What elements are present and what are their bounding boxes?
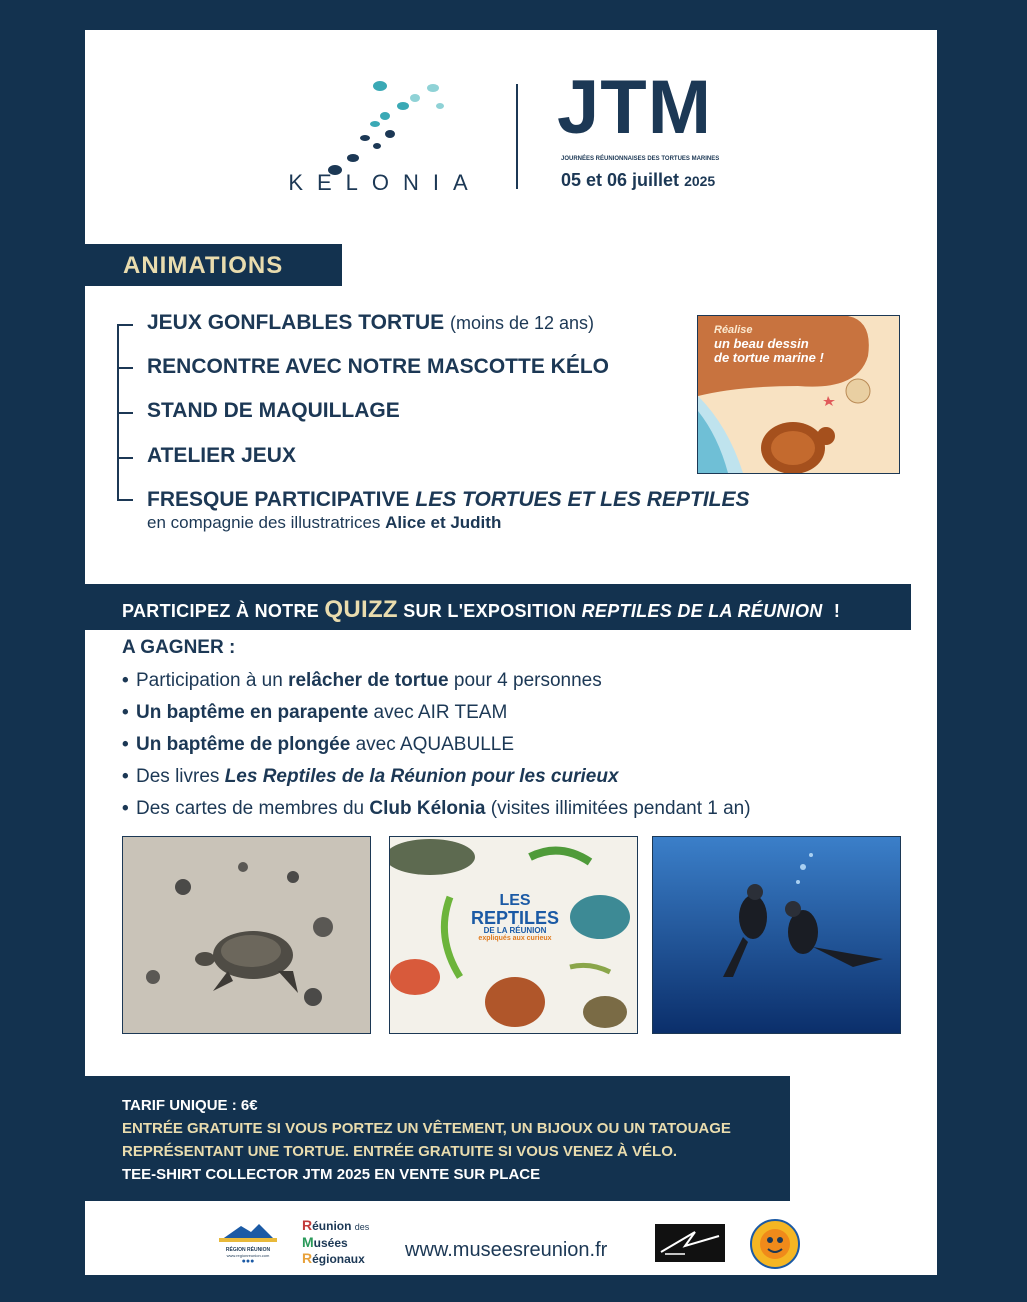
musees-regionaux-logo [302, 1218, 369, 1267]
prize-bold: Un baptême en parapente [136, 702, 369, 723]
prize-item [122, 798, 751, 820]
mr-line1-cap: R [302, 1217, 313, 1233]
event-year: 2025 [684, 173, 716, 189]
quizz-prefix: PARTICIPEZ À NOTRE [122, 601, 320, 621]
prize-text: Des livres [136, 766, 225, 787]
mr-line3-text: égionaux [312, 1252, 365, 1266]
mr-line1-small: des [354, 1222, 370, 1232]
brand-wordmark: KELONIA [288, 170, 482, 195]
bullet: • [122, 766, 129, 787]
prize-text: Participation à un [136, 670, 289, 691]
book-title-line4: expliqués aux curieux [478, 935, 552, 942]
scuba-diving-image [653, 837, 900, 1033]
animation-item-label: FRESQUE PARTICIPATIVE [147, 488, 410, 511]
book-title-line2: REPTILES [470, 908, 559, 928]
bracket-tick [117, 412, 133, 414]
mascot-badge-logo [749, 1218, 801, 1270]
pricing-line: TEE-SHIRT COLLECTOR JTM 2025 EN VENTE SUR PLACE [122, 1166, 541, 1183]
mr-line2-text: usées [313, 1236, 348, 1250]
animations-heading: ANIMATIONS [123, 252, 284, 279]
region-reunion-label: RÉGION RÉUNION [225, 1247, 271, 1253]
region-reunion-url: www.regionreunion.com [226, 1253, 270, 1258]
animation-item-note: (moins de 12 ans) [449, 313, 595, 333]
bracket-tick [117, 457, 133, 459]
pricing-line: ENTRÉE GRATUITE SI VOUS PORTEZ UN VÊTEMENT, UN BIJOUX OU UN TATOUAGE [122, 1120, 731, 1137]
bullet: • [122, 798, 129, 819]
prize-item [122, 766, 619, 788]
quizz-banner [85, 584, 911, 630]
quizz-suffix: ! [833, 601, 841, 621]
mascot-badge-mark [749, 1218, 801, 1270]
animation-item-label: ATELIER JEUX [147, 444, 296, 467]
poster-page [85, 30, 937, 1275]
bracket-tick [117, 367, 133, 369]
drawing-card-line2: un beau dessin [714, 336, 809, 351]
mr-line3-cap: R [302, 1250, 313, 1266]
bullet: • [122, 734, 129, 755]
reptiles-book-cover [389, 836, 638, 1034]
event-dates [561, 170, 715, 191]
mr-line2 [302, 1235, 369, 1251]
animation-item [147, 399, 400, 423]
bracket-tick [117, 324, 133, 326]
drawing-contest-card [697, 315, 900, 474]
region-reunion-logo [219, 1220, 277, 1265]
prize-italic: Les Reptiles de la Réunion pour les curieux [224, 766, 619, 787]
animations-banner [85, 244, 342, 286]
animation-item-label: JEUX GONFLABLES TORTUE [147, 311, 445, 334]
mr-line1-text: éunion [312, 1219, 352, 1233]
book-title [470, 893, 560, 942]
prize-item [122, 734, 514, 756]
animation-item [147, 355, 609, 379]
bracket-tick [117, 499, 133, 501]
bullet: • [122, 670, 129, 691]
prize-text-end: avec AQUABULLE [350, 734, 515, 755]
animation-item-label: RENCONTRE AVEC NOTRE MASCOTTE KÉLO [147, 355, 610, 378]
social-icons: ●●● [241, 1258, 255, 1265]
mr-line2-cap: M [302, 1234, 314, 1250]
animation-item [147, 311, 594, 335]
prize-text-end: avec AIR TEAM [368, 702, 508, 723]
prize-bold: relâcher de tortue [288, 670, 449, 691]
pricing-box [85, 1076, 790, 1201]
turtle-beach-image [123, 837, 370, 1033]
drawing-card-line3: de tortue marine ! [714, 350, 824, 365]
prize-text-end: (visites illimitées pendant 1 an) [485, 798, 751, 819]
animation-item [147, 444, 296, 468]
book-title-line3: DE LA RÉUNION [483, 926, 547, 935]
pricing-line: REPRÉSENTANT UNE TORTUE. ENTRÉE GRATUITE SI VOUS VENEZ À VÉLO. [122, 1143, 678, 1160]
prize-bold: Club Kélonia [369, 798, 486, 819]
quizz-banner-text [122, 596, 840, 624]
fresque-subtitle [147, 513, 501, 533]
book-title-line1: LES [499, 892, 531, 909]
quizz-highlight: QUIZZ [324, 596, 398, 623]
air-team-mark [655, 1224, 725, 1262]
prize-item [122, 670, 602, 692]
event-title: JTM [557, 65, 712, 150]
drawing-card-line1: Réalise [714, 324, 753, 336]
pricing-line: TARIF UNIQUE : 6€ [122, 1097, 258, 1114]
prize-item [122, 702, 507, 724]
scuba-diving-photo [652, 836, 901, 1034]
air-team-logo [655, 1224, 725, 1262]
event-dates-days: 05 et 06 juillet [561, 170, 680, 190]
fresque-sub-names: Alice et Judith [385, 513, 502, 532]
quizz-middle: SUR L'EXPOSITION [403, 601, 577, 621]
prize-text-end: pour 4 personnes [448, 670, 602, 691]
win-heading: A GAGNER : [122, 637, 236, 658]
bullet: • [122, 702, 129, 723]
fresque-sub-prefix: en compagnie des illustratrices [147, 513, 381, 532]
animation-item-italic: LES TORTUES ET LES REPTILES [415, 488, 750, 511]
website-link[interactable]: www.museesreunion.fr [405, 1239, 608, 1261]
quizz-exhibition: REPTILES DE LA RÉUNION [581, 601, 823, 621]
animation-item-label: STAND DE MAQUILLAGE [147, 399, 400, 422]
mr-line3 [302, 1251, 369, 1267]
prize-text: Des cartes de membres du [136, 798, 370, 819]
region-reunion-mark [219, 1220, 277, 1242]
prize-bold: Un baptême de plongée [136, 734, 351, 755]
animation-item [147, 488, 750, 512]
event-subtitle: JOURNÉES RÉUNIONNAISES DES TORTUES MARINES [561, 156, 720, 162]
turtle-beach-photo [122, 836, 371, 1034]
header-divider [516, 84, 518, 189]
mr-line1 [302, 1218, 369, 1235]
